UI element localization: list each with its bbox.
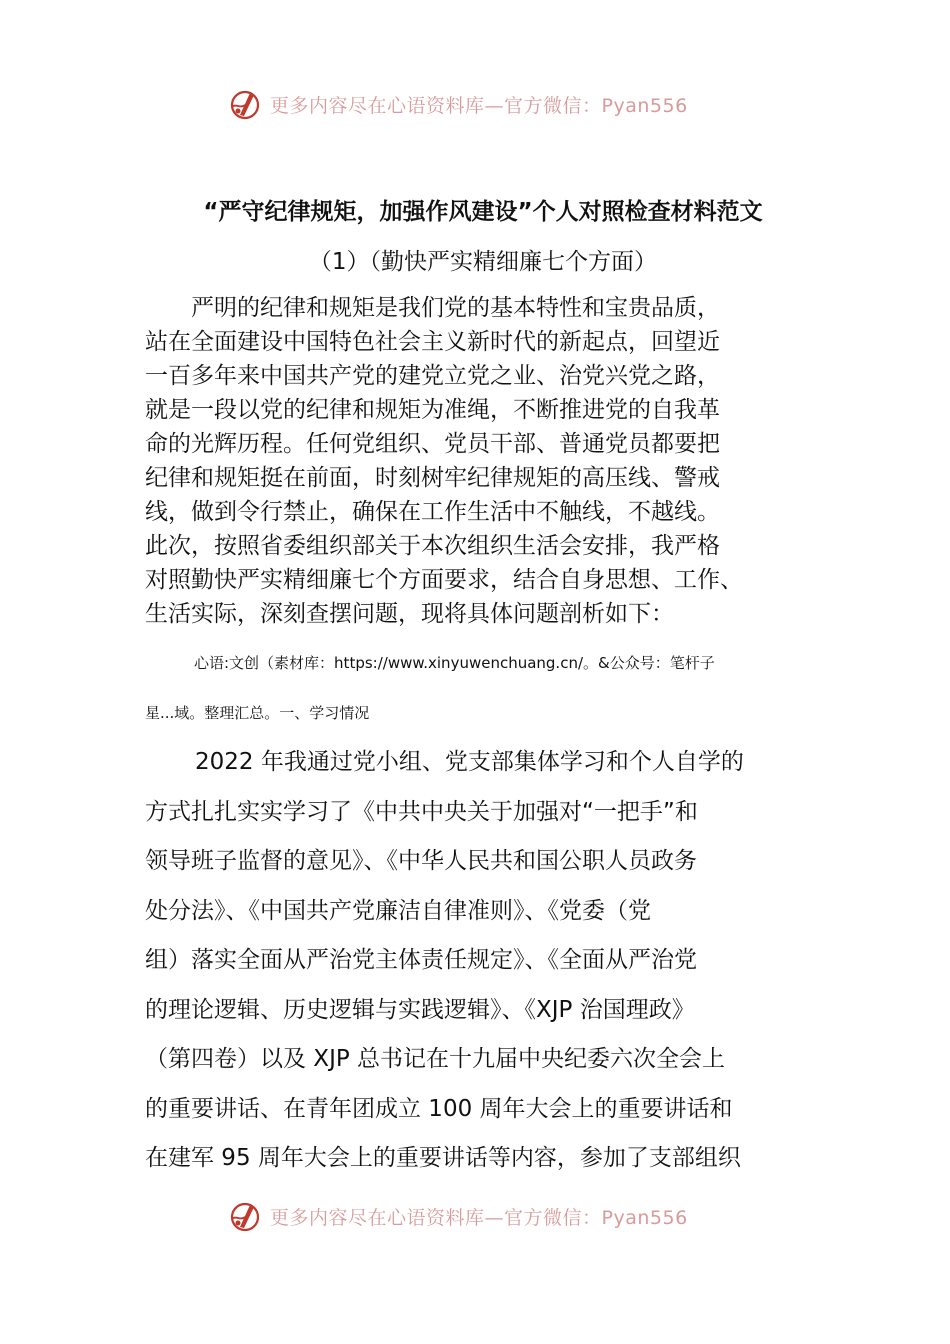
wechat-id: Pyan556 xyxy=(601,94,688,117)
intro-line: 纪律和规矩挺在前面，时刻树牢纪律规矩的高压线、警戒 xyxy=(145,465,720,491)
source-note-line-1: 心语:文创（素材库：https://www.xinyuwenchuang.cn/。&公众号：笔杆子 xyxy=(194,654,715,672)
study-line: 2022 年我通过党小组、党支部集体学习和个人自学的 xyxy=(195,749,744,775)
intro-line: 站在全面建设中国特色社会主义新时代的新起点，回望近 xyxy=(145,329,720,355)
document-title-line-1: “严守纪律规矩，加强作风建设”个人对照检查材料范文 xyxy=(203,199,763,225)
study-line: 处分法》、《中国共产党廉洁自律准则》、《党委（党 xyxy=(145,897,651,924)
study-line: 组）落实全面从严治党主体责任规定》、《全面从严治党 xyxy=(145,947,697,973)
pen-logo-icon xyxy=(226,85,264,123)
pen-logo-icon xyxy=(226,1197,264,1235)
intro-line: 就是一段以党的纪律和规矩为准绳，不断推进党的自我革 xyxy=(145,397,720,423)
banner-text: 更多内容尽在心语资料库—官方微信：Pyan556 xyxy=(270,1206,688,1229)
intro-line: 一百多年来中国共产党的建党立党之业、治党兴党之路， xyxy=(145,363,720,389)
study-line: 领导班子监督的意见》、《中华人民共和国公职人员政务 xyxy=(145,848,697,874)
header-banner xyxy=(0,82,950,126)
source-note-line-2: 星...域。整理汇总。一、学习情况 xyxy=(145,704,370,722)
study-line: 的重要讲话、在青年团成立 100 周年大会上的重要讲话和 xyxy=(145,1095,733,1122)
footer-banner xyxy=(0,1194,950,1238)
intro-line: 线，做到令行禁止，确保在工作生活中不触线，不越线。 xyxy=(145,499,720,525)
banner-text: 更多内容尽在心语资料库—官方微信：Pyan556 xyxy=(270,94,688,117)
study-paragraph xyxy=(145,738,805,1184)
study-line: 在建军 95 周年大会上的重要讲话等内容，参加了支部组织 xyxy=(145,1145,741,1171)
intro-line: 此次，按照省委组织部关于本次组织生活会安排，我严格 xyxy=(145,533,720,559)
intro-line: 命的光辉历程。任何党组织、党员干部、普通党员都要把 xyxy=(145,431,720,457)
study-line: （第四卷）以及 XJP 总书记在十九届中央纪委六次全会上 xyxy=(145,1046,726,1072)
study-line: 的理论逻辑、历史逻辑与实践逻辑》、《XJP 治国理政》 xyxy=(145,996,695,1023)
intro-line: 严明的纪律和规矩是我们党的基本特性和宝贵品质， xyxy=(191,295,720,321)
intro-line: 对照勤快严实精细廉七个方面要求，结合自身思想、工作、 xyxy=(145,567,743,593)
document-title-line-2: （1）（勤快严实精细廉七个方面） xyxy=(308,249,658,275)
source-note xyxy=(145,652,815,724)
intro-line: 生活实际，深刻查摆问题，现将具体问题剖析如下： xyxy=(145,601,674,627)
study-line: 方式扎扎实实学习了《中共中央关于加强对“一把手”和 xyxy=(145,798,698,825)
wechat-id: Pyan556 xyxy=(601,1206,688,1229)
intro-paragraph xyxy=(145,291,800,631)
